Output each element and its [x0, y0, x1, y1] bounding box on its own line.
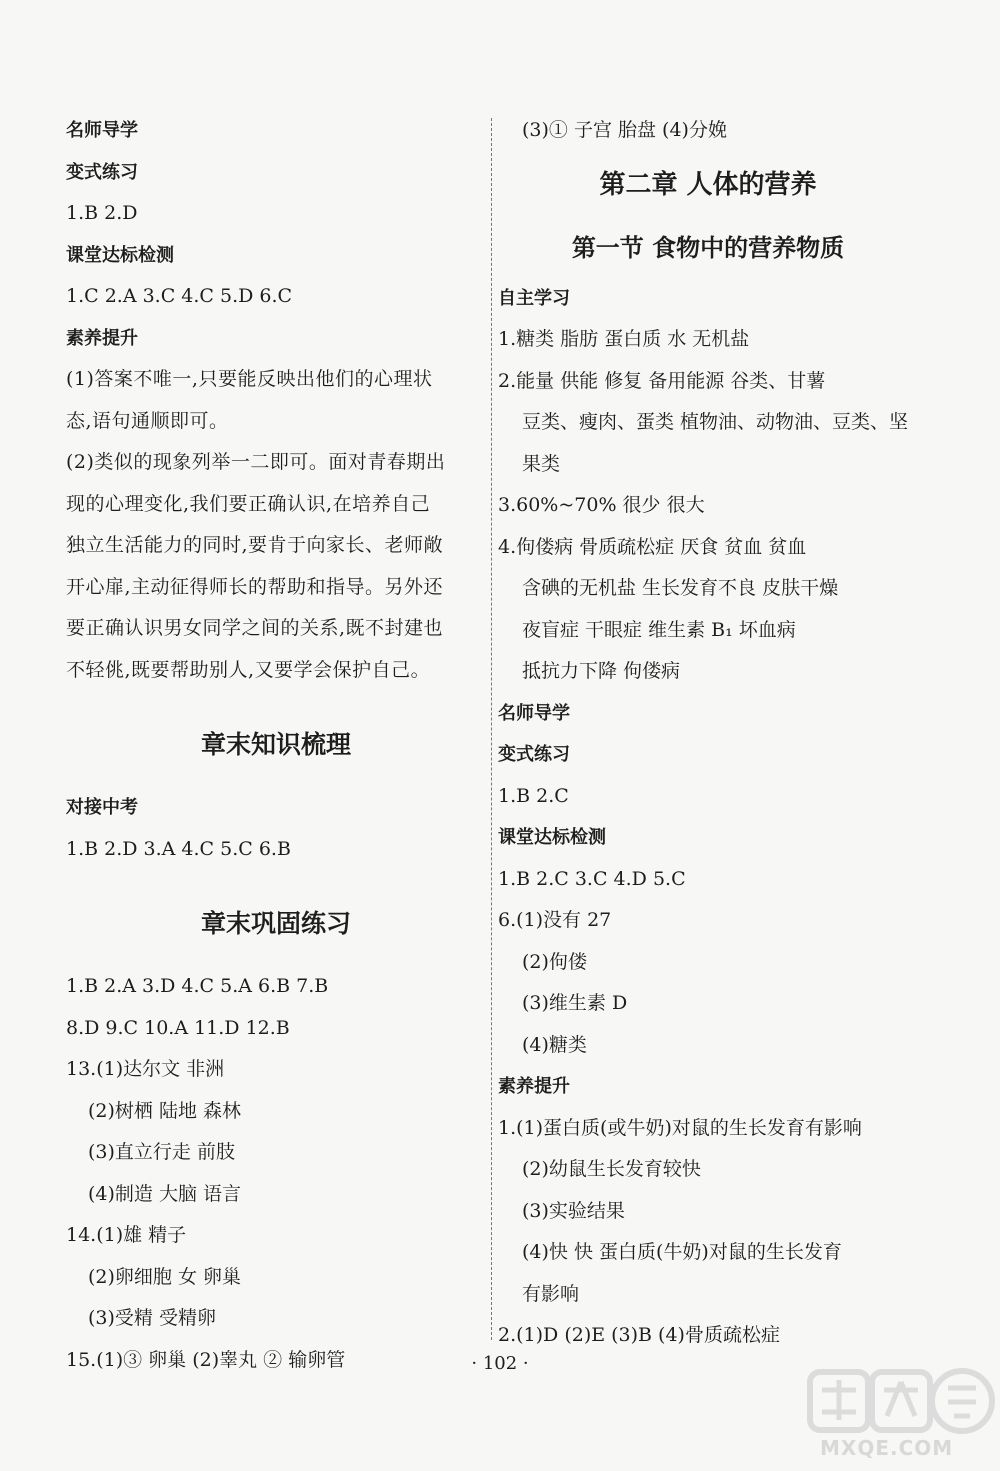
- answer-line: 有影响: [522, 1282, 580, 1305]
- answer-line: 1.B 2.C: [498, 784, 569, 807]
- answer-line: (2)幼鼠生长发育较快: [522, 1158, 701, 1180]
- answer-line: (2)卵细胞 女 卵巢: [88, 1265, 241, 1288]
- chapter-heading: 第二章 人体的营养: [599, 169, 817, 200]
- page-number: · 102 ·: [471, 1353, 529, 1374]
- answer-line: 2.能量 供能 修复 备用能源 谷类、甘薯: [498, 369, 826, 392]
- answer-line: 夜盲症 干眼症 维生素 B₁ 坏血病: [522, 618, 796, 641]
- answer-line: 1.(1)蛋白质(或牛奶)对鼠的生长发育有影响: [498, 1116, 862, 1139]
- answer-line: 8.D 9.C 10.A 11.D 12.B: [66, 1016, 290, 1039]
- paragraph-line: 独立生活能力的同时,要肯于向家长、老师敞: [66, 534, 444, 556]
- answer-line: (3)维生素 D: [522, 992, 628, 1014]
- answer-line: 1.B 2.D: [66, 202, 138, 224]
- answer-line: 豆类、瘦肉、蛋类 植物油、动物油、豆类、坚: [522, 411, 909, 433]
- answer-line: 1.B 2.C 3.C 4.D 5.C: [498, 867, 686, 890]
- paragraph-line: 要正确认识男女同学之间的关系,既不封建也: [66, 617, 444, 639]
- paragraph-line: 态,语句通顺即可。: [66, 409, 229, 432]
- answer-line: 4.佝偻病 骨质疏松症 厌食 贫血 贫血: [498, 535, 807, 558]
- column-divider: [491, 118, 492, 1340]
- answer-line: (4)快 快 蛋白质(牛奶)对鼠的生长发育: [522, 1241, 842, 1263]
- subsection-title-bianshi: 变式练习: [498, 744, 570, 765]
- paragraph-line: (2)类似的现象列举一二即可。面对青春期出: [66, 451, 446, 473]
- answer-line: 14.(1)雄 精子: [66, 1224, 187, 1246]
- answer-line: 15.(1)③ 卵巢 (2)睾丸 ② 输卵管: [66, 1348, 346, 1371]
- right-column: [498, 110, 918, 1357]
- section-title-zizhu: 自主学习: [498, 287, 570, 309]
- answer-line: 3.60%~70% 很少 很大: [498, 494, 705, 516]
- answer-line: (4)糖类: [522, 1033, 587, 1056]
- answer-line: 2.(1)D (2)E (3)B (4)骨质疏松症: [498, 1324, 780, 1346]
- section-title-ketang: 课堂达标检测: [66, 244, 174, 266]
- answer-line: (2)树栖 陆地 森林: [88, 1099, 241, 1122]
- left-column: [66, 110, 486, 1381]
- section-title-suyang: 素养提升: [498, 1076, 570, 1097]
- paragraph-line: (1)答案不唯一,只要能反映出他们的心理状: [66, 368, 433, 390]
- paragraph-line: 开心扉,主动征得师长的帮助和指导。另外还: [66, 575, 444, 598]
- section-heading: 第一节 食物中的营养物质: [571, 233, 845, 262]
- heading-zhangmo-gonggu: 章末巩固练习: [200, 909, 351, 938]
- section-title-ketang: 课堂达标检测: [498, 827, 606, 848]
- subsection-title-bianshi: 变式练习: [66, 161, 138, 183]
- answer-line: (3)受精 受精卵: [88, 1307, 216, 1329]
- section-title-mingshi: 名师导学: [66, 120, 138, 141]
- answer-line: 1.糖类 脂肪 蛋白质 水 无机盐: [498, 328, 750, 350]
- answer-line: (3)实验结果: [522, 1199, 625, 1222]
- heading-zhangmo-zhishi: 章末知识梳理: [200, 730, 351, 759]
- answer-line: 含碘的无机盐 生长发育不良 皮肤干燥: [522, 577, 839, 599]
- answer-line: (3)① 子宫 胎盘 (4)分娩: [522, 119, 727, 141]
- answer-line: (2)佝偻: [522, 950, 587, 973]
- answer-line: 6.(1)没有 27: [498, 909, 612, 931]
- paragraph-line: 不轻佻,既要帮助别人,又要学会保护自己。: [66, 658, 431, 681]
- paragraph-line: 现的心理变化,我们要正确认识,在培养自己: [66, 492, 431, 515]
- answer-line: 1.B 2.D 3.A 4.C 5.C 6.B: [66, 837, 291, 860]
- section-title-duijie: 对接中考: [66, 797, 138, 818]
- answer-line: (4)制造 大脑 语言: [88, 1182, 241, 1205]
- section-title-suyang: 素养提升: [66, 327, 138, 349]
- section-title-mingshi: 名师导学: [498, 702, 570, 724]
- answer-line: 抵抗力下降 佝偻病: [522, 660, 681, 682]
- watermark-text: MXQE.COM: [820, 1436, 954, 1460]
- answer-line: (3)直立行走 前肢: [88, 1141, 235, 1163]
- answer-line: 果类: [522, 452, 561, 475]
- answer-line: 1.B 2.A 3.D 4.C 5.A 6.B 7.B: [66, 975, 329, 997]
- answer-line: 1.C 2.A 3.C 4.C 5.D 6.C: [66, 285, 293, 307]
- answer-line: 13.(1)达尔文 非洲: [66, 1058, 225, 1080]
